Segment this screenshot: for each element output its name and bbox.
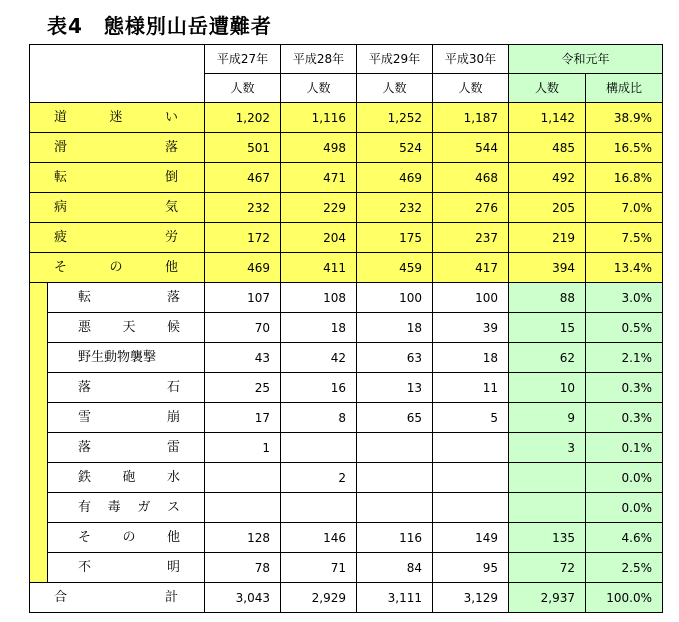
count-cell: 18 [433,343,509,373]
count-cell: 204 [281,223,357,253]
count-cell: 485 [509,133,586,163]
count-cell: 71 [281,553,357,583]
count-cell: 471 [281,163,357,193]
ratio-cell: 0.1% [586,433,663,463]
count-cell: 394 [509,253,586,283]
count-cell: 501 [205,133,281,163]
ratio-cell: 0.3% [586,403,663,433]
ratio-cell: 4.6% [586,523,663,553]
row-label-char: の [122,530,136,545]
row-label-char: 悪 [78,320,92,335]
count-cell: 3,111 [357,583,433,613]
count-cell: 84 [357,553,433,583]
ratio-cell: 16.8% [586,163,663,193]
count-cell [281,493,357,523]
table-row-sub [30,343,663,373]
row-label-char: 労 [164,230,178,245]
subcategory-cell [48,403,205,433]
table-row [30,103,663,133]
row-label [48,441,204,454]
count-cell: 229 [281,193,357,223]
count-cell: 205 [509,193,586,223]
ratio-cell: 13.4% [586,253,663,283]
count-cell: 524 [357,133,433,163]
row-label-char: 候 [166,320,180,335]
header-count: 人数 [357,74,433,103]
row-label [48,411,204,424]
table-row-sub [30,523,663,553]
header-ratio: 構成比 [586,74,663,103]
ratio-cell: 3.0% [586,283,663,313]
count-cell: 172 [205,223,281,253]
row-label [30,111,204,124]
row-label [30,141,204,154]
row-label [48,351,204,364]
header-year-reiwa: 令和元年 [509,45,663,74]
ratio-cell: 7.5% [586,223,663,253]
row-label-char: 他 [164,260,178,275]
count-cell [509,493,586,523]
count-cell: 62 [509,343,586,373]
row-label [48,531,204,544]
row-label [48,291,204,304]
category-cell [30,133,205,163]
count-cell: 1,187 [433,103,509,133]
count-cell: 108 [281,283,357,313]
row-label [30,231,204,244]
count-cell: 3,129 [433,583,509,613]
category-cell [30,163,205,193]
category-cell [30,103,205,133]
header-corner [30,45,205,103]
row-label [48,561,204,574]
ratio-cell: 0.0% [586,493,663,523]
count-cell: 175 [357,223,433,253]
count-cell: 107 [205,283,281,313]
count-cell: 135 [509,523,586,553]
row-label-char: 石 [166,380,180,395]
row-label [30,201,204,214]
count-cell: 72 [509,553,586,583]
count-cell: 2,937 [509,583,586,613]
ratio-cell: 0.5% [586,313,663,343]
row-label-char: 雪 [78,410,92,425]
row-label-char: 野生動物襲撃 [78,350,157,365]
row-label-char: 滑 [54,140,68,155]
subcategory-cell [48,523,205,553]
count-cell: 42 [281,343,357,373]
count-cell: 219 [509,223,586,253]
mountain-accident-table [29,44,663,613]
count-cell: 1,116 [281,103,357,133]
count-cell: 70 [205,313,281,343]
count-cell: 39 [433,313,509,343]
count-cell: 43 [205,343,281,373]
category-cell [30,223,205,253]
ratio-cell: 0.3% [586,373,663,403]
table-row-sub [30,433,663,463]
count-cell: 469 [205,253,281,283]
count-cell: 1 [205,433,281,463]
table-row-sub [30,313,663,343]
count-cell [205,493,281,523]
table-row [30,163,663,193]
count-cell [433,433,509,463]
table-row [30,193,663,223]
table-row [30,253,663,283]
table-row [30,223,663,253]
header-year: 平成30年 [433,45,509,74]
row-label-char: の [109,260,123,275]
row-label-char: 落 [78,380,92,395]
row-label-char: 他 [166,530,180,545]
count-cell: 9 [509,403,586,433]
row-label-char: 天 [122,320,136,335]
header-count: 人数 [281,74,357,103]
table-row-sub [30,373,663,403]
count-cell: 544 [433,133,509,163]
row-label-char: 不 [78,560,92,575]
row-label-char: 倒 [164,170,178,185]
table-row [30,133,663,163]
row-label-char: 砲 [122,470,136,485]
count-cell [509,463,586,493]
row-label [48,471,204,484]
header-year: 平成28年 [281,45,357,74]
header-row-years [30,45,663,74]
ratio-cell: 7.0% [586,193,663,223]
ratio-cell: 2.1% [586,343,663,373]
count-cell: 78 [205,553,281,583]
row-label-char: 道 [54,110,68,125]
row-label-char: い [164,110,178,125]
count-cell: 467 [205,163,281,193]
count-cell: 8 [281,403,357,433]
count-cell: 100 [433,283,509,313]
count-cell [357,493,433,523]
count-cell: 5 [433,403,509,433]
count-cell: 459 [357,253,433,283]
subcategory-cell [48,373,205,403]
count-cell: 237 [433,223,509,253]
row-label-char: 転 [54,170,68,185]
count-cell: 411 [281,253,357,283]
row-label [30,261,204,274]
row-label-char: 合 [54,590,68,605]
count-cell: 232 [357,193,433,223]
row-label-char: 計 [164,590,178,605]
ratio-cell: 100.0% [586,583,663,613]
subcategory-cell [48,493,205,523]
count-cell: 16 [281,373,357,403]
ratio-cell: 38.9% [586,103,663,133]
row-label [48,381,204,394]
count-cell: 276 [433,193,509,223]
count-cell: 116 [357,523,433,553]
row-label-char: 有 [78,500,92,515]
subcategory-cell [48,433,205,463]
row-label-char: 疲 [54,230,68,245]
count-cell: 95 [433,553,509,583]
count-cell [433,493,509,523]
count-cell: 18 [357,313,433,343]
row-label-char: 迷 [109,110,123,125]
count-cell [205,463,281,493]
count-cell [281,433,357,463]
total-row [30,583,663,613]
row-label [48,501,204,514]
count-cell: 2 [281,463,357,493]
total-label-cell [30,583,205,613]
count-cell: 469 [357,163,433,193]
ratio-cell: 16.5% [586,133,663,163]
row-label-char: 落 [78,440,92,455]
count-cell: 3 [509,433,586,463]
row-label-char: ガ [137,500,151,515]
subcategory-cell [48,343,205,373]
count-cell: 65 [357,403,433,433]
count-cell: 17 [205,403,281,433]
row-label [30,591,204,604]
count-cell: 11 [433,373,509,403]
subcategory-cell [48,283,205,313]
row-label-char: 落 [164,140,178,155]
subcategory-cell [48,463,205,493]
indent-bar [30,283,48,583]
ratio-cell: 0.0% [586,463,663,493]
count-cell: 1,142 [509,103,586,133]
row-label-char: 病 [54,200,68,215]
count-cell: 128 [205,523,281,553]
table-row-sub [30,553,663,583]
header-year: 平成29年 [357,45,433,74]
row-label-char: 明 [166,560,180,575]
row-label-char: 雷 [166,440,180,455]
count-cell: 417 [433,253,509,283]
row-label-char: そ [54,260,68,275]
row-label-char: 気 [164,200,178,215]
ratio-cell: 2.5% [586,553,663,583]
row-label-char: 鉄 [78,470,92,485]
count-cell: 468 [433,163,509,193]
count-cell: 492 [509,163,586,193]
count-cell [357,463,433,493]
count-cell: 146 [281,523,357,553]
category-cell [30,193,205,223]
table-title: 表4 態様別山岳遭難者 [47,14,272,38]
row-label-char: 転 [78,290,92,305]
row-label [30,171,204,184]
row-label-char: ス [166,500,180,515]
row-label-char: 水 [166,470,180,485]
row-label-char: 毒 [107,500,121,515]
count-cell [357,433,433,463]
count-cell: 1,202 [205,103,281,133]
subcategory-cell [48,313,205,343]
count-cell: 63 [357,343,433,373]
category-cell [30,253,205,283]
count-cell: 13 [357,373,433,403]
count-cell: 15 [509,313,586,343]
row-label-char: 崩 [166,410,180,425]
count-cell: 88 [509,283,586,313]
table-row-sub [30,403,663,433]
header-count: 人数 [205,74,281,103]
table-row-sub [30,493,663,523]
count-cell: 1,252 [357,103,433,133]
row-label-char: そ [78,530,92,545]
count-cell: 232 [205,193,281,223]
row-label-char: 落 [166,290,180,305]
count-cell: 3,043 [205,583,281,613]
count-cell: 18 [281,313,357,343]
count-cell: 498 [281,133,357,163]
count-cell: 2,929 [281,583,357,613]
row-label [48,321,204,334]
header-count: 人数 [433,74,509,103]
count-cell [433,463,509,493]
count-cell: 100 [357,283,433,313]
subcategory-cell [48,553,205,583]
table-row-sub [30,463,663,493]
header-year: 平成27年 [205,45,281,74]
count-cell: 10 [509,373,586,403]
count-cell: 25 [205,373,281,403]
header-count: 人数 [509,74,586,103]
table-row-sub [30,283,663,313]
count-cell: 149 [433,523,509,553]
